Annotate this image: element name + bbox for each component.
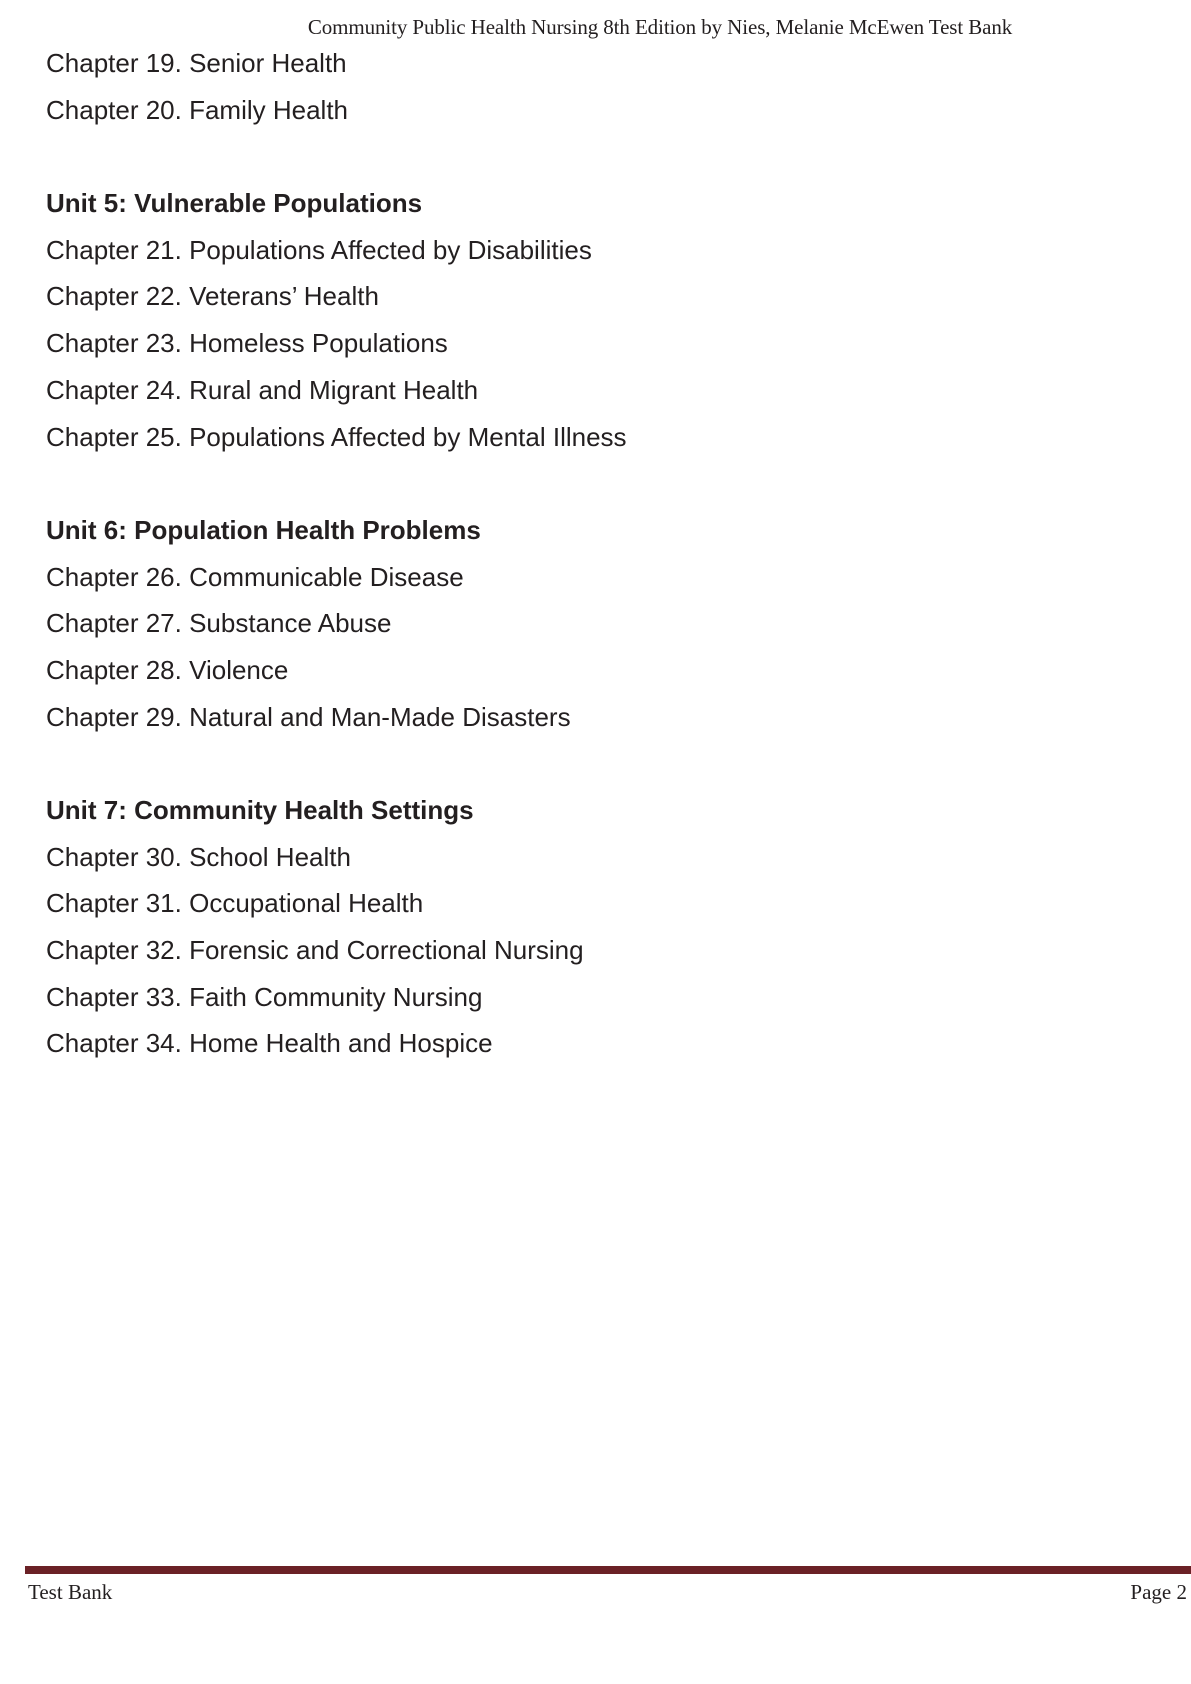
chapter-31: Chapter 31. Occupational Health <box>46 888 424 919</box>
chapter-29: Chapter 29. Natural and Man-Made Disasters <box>46 701 571 732</box>
chapter-32: Chapter 32. Forensic and Correctional Nursing <box>46 935 584 966</box>
chapter-33: Chapter 33. Faith Community Nursing <box>46 981 483 1012</box>
unit-7-title: Unit 7: Community Health Settings <box>46 795 474 825</box>
spacer <box>46 460 1126 507</box>
chapter-30: Chapter 30. School Health <box>46 841 351 872</box>
unit-5-title: Unit 5: Vulnerable Populations <box>46 188 423 219</box>
chapter-22: Chapter 22. Veterans’ Health <box>46 281 379 312</box>
page-header-title: Community Public Health Nursing 8th Edition by Nies, Melanie McEwen Test Bank <box>307 15 1013 39</box>
chapter-19: Chapter 19. Senior Health <box>46 48 347 78</box>
table-of-contents <box>46 40 1126 1067</box>
page-number: Page 2 <box>1130 1580 1187 1604</box>
footer-rule <box>25 1566 1191 1574</box>
chapter-27: Chapter 27. Substance Abuse <box>46 608 392 639</box>
chapter-21: Chapter 21. Populations Affected by Disabilities <box>46 234 592 265</box>
chapter-26: Chapter 26. Communicable Disease <box>46 561 464 592</box>
footer-label: Test Bank <box>28 1580 113 1604</box>
chapter-25: Chapter 25. Populations Affected by Mental Illness <box>46 421 627 452</box>
unit-6-title: Unit 6: Population Health Problems <box>46 514 481 545</box>
chapter-34: Chapter 34. Home Health and Hospice <box>46 1028 493 1059</box>
chapter-28: Chapter 28. Violence <box>46 654 289 685</box>
chapter-24: Chapter 24. Rural and Migrant Health <box>46 374 479 405</box>
chapter-20: Chapter 20. Family Health <box>46 94 349 125</box>
spacer <box>46 133 1126 180</box>
chapter-23: Chapter 23. Homeless Populations <box>46 328 448 359</box>
spacer <box>46 740 1126 787</box>
